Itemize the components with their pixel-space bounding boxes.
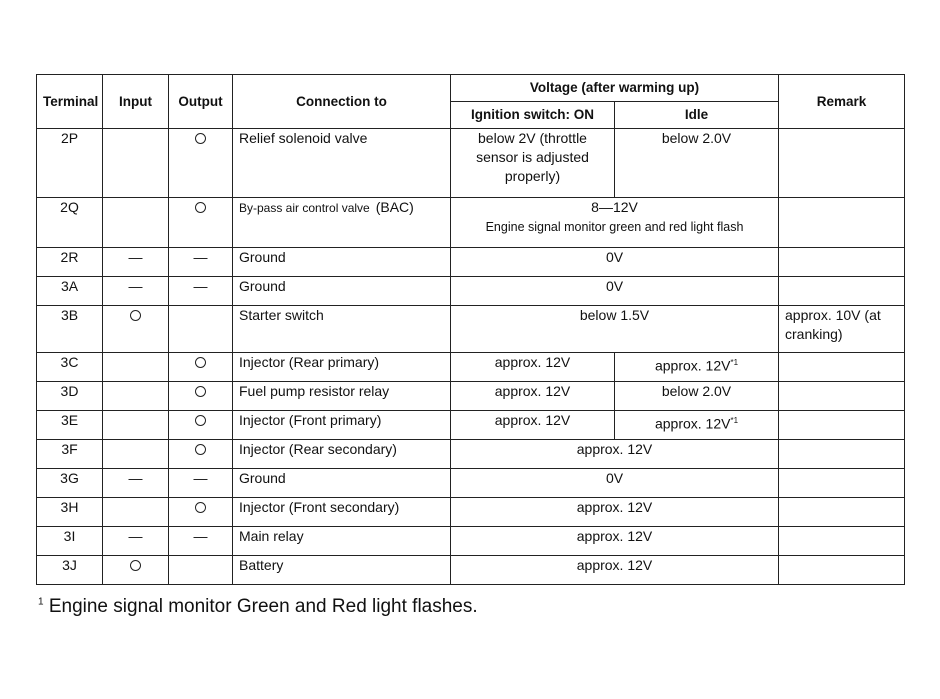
- ignition-voltage-cell: [451, 382, 615, 411]
- connection-cell: [233, 198, 451, 248]
- header-connection: Connection to: [233, 75, 451, 129]
- ignition-voltage-cell-text: below 2V (throttle sensor is adjusted properly): [476, 130, 589, 184]
- connection-note: (BAC): [375, 199, 414, 215]
- connection-cell-text: Ground: [239, 470, 286, 486]
- connection-cell: [233, 440, 451, 469]
- remark-cell: [779, 469, 905, 498]
- connection-cell: [233, 277, 451, 306]
- remark-cell: [779, 411, 905, 440]
- terminal-cell: [37, 353, 103, 382]
- input-cell-text: —: [128, 249, 143, 265]
- table-body: [37, 129, 905, 585]
- circle-mark-icon: [195, 502, 206, 513]
- input-cell: [103, 411, 169, 440]
- idle-voltage-cell-text: below 2.0V: [661, 130, 732, 146]
- voltage-cell: [451, 248, 779, 277]
- voltage-cell: [451, 527, 779, 556]
- table-row: [37, 277, 905, 306]
- header-voltage: Voltage (after warming up): [451, 75, 779, 102]
- terminal-cell: [37, 248, 103, 277]
- remark-cell: [779, 248, 905, 277]
- terminal-cell-text: 3D: [60, 383, 79, 399]
- idle-voltage-cell: [615, 382, 779, 411]
- terminal-cell-text: 3H: [60, 499, 79, 515]
- footnote-ref: *1: [730, 358, 739, 367]
- connection-cell: [233, 306, 451, 353]
- connection-cell: [233, 411, 451, 440]
- output-cell-text: —: [193, 528, 208, 544]
- remark-cell: [779, 440, 905, 469]
- output-cell: [169, 353, 233, 382]
- input-cell-text: —: [128, 470, 143, 486]
- connection-cell-text: Injector (Rear primary): [239, 354, 380, 370]
- output-cell-text: —: [193, 249, 208, 265]
- input-cell-text: —: [128, 278, 143, 294]
- circle-mark-icon: [195, 415, 206, 426]
- input-cell: [103, 129, 169, 198]
- terminal-cell-text: 2P: [60, 130, 79, 146]
- terminal-cell: [37, 277, 103, 306]
- output-cell: [169, 306, 233, 353]
- output-cell: [169, 129, 233, 198]
- output-cell: [169, 527, 233, 556]
- voltage-cell-text: approx. 12V: [576, 499, 653, 515]
- table-row: [37, 248, 905, 277]
- header-idle: Idle: [615, 102, 779, 129]
- input-cell: [103, 248, 169, 277]
- terminal-cell: [37, 556, 103, 585]
- idle-voltage-cell: [615, 411, 779, 440]
- remark-cell: [779, 277, 905, 306]
- terminal-cell-text: 3E: [60, 412, 79, 428]
- idle-voltage-cell-text: approx. 12V: [654, 415, 731, 432]
- ignition-voltage-cell: [451, 411, 615, 440]
- terminal-cell-text: 3C: [60, 354, 79, 370]
- remark-cell: [779, 556, 905, 585]
- connection-cell-text: Ground: [239, 249, 286, 265]
- table-row: [37, 556, 905, 585]
- table-row: [37, 353, 905, 382]
- header-input: Input: [103, 75, 169, 129]
- voltage-cell: [451, 469, 779, 498]
- table-row: [37, 382, 905, 411]
- voltage-cell-text: 0V: [605, 249, 624, 265]
- connection-cell: [233, 498, 451, 527]
- table-row: [37, 129, 905, 198]
- connection-cell-text: Starter switch: [239, 307, 324, 323]
- voltage-cell: [451, 556, 779, 585]
- connection-cell: [233, 556, 451, 585]
- input-cell: [103, 198, 169, 248]
- circle-mark-icon: [195, 386, 206, 397]
- terminal-cell: [37, 306, 103, 353]
- input-cell: [103, 353, 169, 382]
- connection-cell-text: Main relay: [239, 528, 304, 544]
- input-cell-text: —: [128, 528, 143, 544]
- circle-mark-icon: [195, 444, 206, 455]
- terminal-cell-text: 3J: [62, 557, 77, 573]
- output-cell: [169, 556, 233, 585]
- voltage-cell-text: approx. 12V: [576, 528, 653, 544]
- terminal-cell-text: 3I: [63, 528, 76, 544]
- output-cell: [169, 440, 233, 469]
- circle-mark-icon: [195, 133, 206, 144]
- input-cell: [103, 556, 169, 585]
- header-remark: Remark: [779, 75, 905, 129]
- header-ignition-on: Ignition switch: ON: [451, 102, 615, 129]
- remark-cell: [779, 198, 905, 248]
- table-row: [37, 440, 905, 469]
- connection-cell-text: Injector (Front primary): [239, 412, 382, 428]
- output-cell: [169, 248, 233, 277]
- remark-cell: [779, 353, 905, 382]
- terminal-cell-text: 2R: [60, 249, 79, 265]
- idle-voltage-cell-text: approx. 12V: [654, 357, 731, 374]
- terminal-cell: [37, 498, 103, 527]
- output-cell: [169, 382, 233, 411]
- remark-cell: [779, 527, 905, 556]
- voltage-cell-text: approx. 12V: [576, 557, 653, 573]
- connection-cell-text: Fuel pump resistor relay: [239, 383, 390, 399]
- idle-voltage-cell: [615, 353, 779, 382]
- idle-voltage-cell-text: below 2.0V: [661, 383, 732, 399]
- connection-cell: [233, 248, 451, 277]
- output-cell: [169, 498, 233, 527]
- connection-cell-text: By-pass air control valve: [239, 201, 370, 215]
- header-output: Output: [169, 75, 233, 129]
- output-cell: [169, 411, 233, 440]
- voltage-cell-text: 8—12V: [591, 199, 638, 215]
- terminal-cell: [37, 527, 103, 556]
- voltage-cell: [451, 198, 779, 248]
- terminal-cell-text: 3F: [61, 441, 78, 457]
- connection-cell: [233, 129, 451, 198]
- circle-mark-icon: [195, 202, 206, 213]
- terminal-cell-text: 2Q: [60, 199, 79, 215]
- remark-cell: [779, 382, 905, 411]
- input-cell: [103, 382, 169, 411]
- footnote-ref: *1: [730, 416, 739, 425]
- voltage-cell: [451, 306, 779, 353]
- terminal-cell-text: 3B: [60, 307, 79, 323]
- output-cell: [169, 198, 233, 248]
- table-row: [37, 198, 905, 248]
- terminal-cell: [37, 198, 103, 248]
- connection-cell-text: Injector (Front secondary): [239, 499, 400, 515]
- output-cell-text: —: [193, 470, 208, 486]
- connection-cell: [233, 527, 451, 556]
- footnote-mark: 1: [38, 596, 44, 608]
- footnote: [38, 596, 478, 618]
- table-row: [37, 411, 905, 440]
- output-cell: [169, 469, 233, 498]
- output-cell: [169, 277, 233, 306]
- voltage-cell-text: below 1.5V: [579, 307, 650, 323]
- connection-cell: [233, 353, 451, 382]
- connection-cell-text: Relief solenoid valve: [239, 130, 368, 146]
- terminal-cell-text: 3G: [60, 470, 79, 486]
- voltage-cell: [451, 440, 779, 469]
- ignition-voltage-cell: [451, 129, 615, 198]
- voltage-cell: [451, 498, 779, 527]
- idle-voltage-cell: [615, 129, 779, 198]
- output-cell-text: —: [193, 278, 208, 294]
- voltage-cell: [451, 277, 779, 306]
- input-cell: [103, 498, 169, 527]
- terminal-cell: [37, 129, 103, 198]
- circle-mark-icon: [195, 357, 206, 368]
- circle-mark-icon: [130, 310, 141, 321]
- ignition-voltage-cell-text: approx. 12V: [494, 354, 571, 370]
- connection-cell: [233, 469, 451, 498]
- terminal-cell: [37, 382, 103, 411]
- footnote-text: Engine signal monitor Green and Red light flashes.: [43, 596, 478, 617]
- table-row: [37, 469, 905, 498]
- input-cell: [103, 306, 169, 353]
- voltage-cell-text: 0V: [605, 278, 624, 294]
- remark-cell: [779, 129, 905, 198]
- terminal-cell: [37, 440, 103, 469]
- connection-cell-text: Injector (Rear secondary): [239, 441, 397, 457]
- ignition-voltage-cell-text: approx. 12V: [494, 412, 571, 428]
- circle-mark-icon: [130, 560, 141, 571]
- header-terminal: Terminal: [37, 75, 103, 129]
- table-row: [37, 527, 905, 556]
- voltage-table: [36, 74, 905, 585]
- input-cell: [103, 527, 169, 556]
- table-row: [37, 306, 905, 353]
- voltage-cell-text: 0V: [605, 470, 624, 486]
- input-cell: [103, 469, 169, 498]
- connection-cell: [233, 382, 451, 411]
- ignition-voltage-cell: [451, 353, 615, 382]
- terminal-cell: [37, 469, 103, 498]
- connection-cell-text: Battery: [239, 557, 284, 573]
- remark-cell: [779, 498, 905, 527]
- voltage-cell-text: approx. 12V: [576, 441, 653, 457]
- input-cell: [103, 440, 169, 469]
- voltage-note: Engine signal monitor green and red light flash: [485, 220, 744, 234]
- remark-cell: [779, 306, 905, 353]
- input-cell: [103, 277, 169, 306]
- ignition-voltage-cell-text: approx. 12V: [494, 383, 571, 399]
- terminal-cell: [37, 411, 103, 440]
- remark-cell-text: approx. 10V (at cranking): [785, 307, 881, 342]
- table-row: [37, 498, 905, 527]
- terminal-voltage-table: [36, 74, 904, 585]
- terminal-cell-text: 3A: [60, 278, 79, 294]
- connection-cell-text: Ground: [239, 278, 286, 294]
